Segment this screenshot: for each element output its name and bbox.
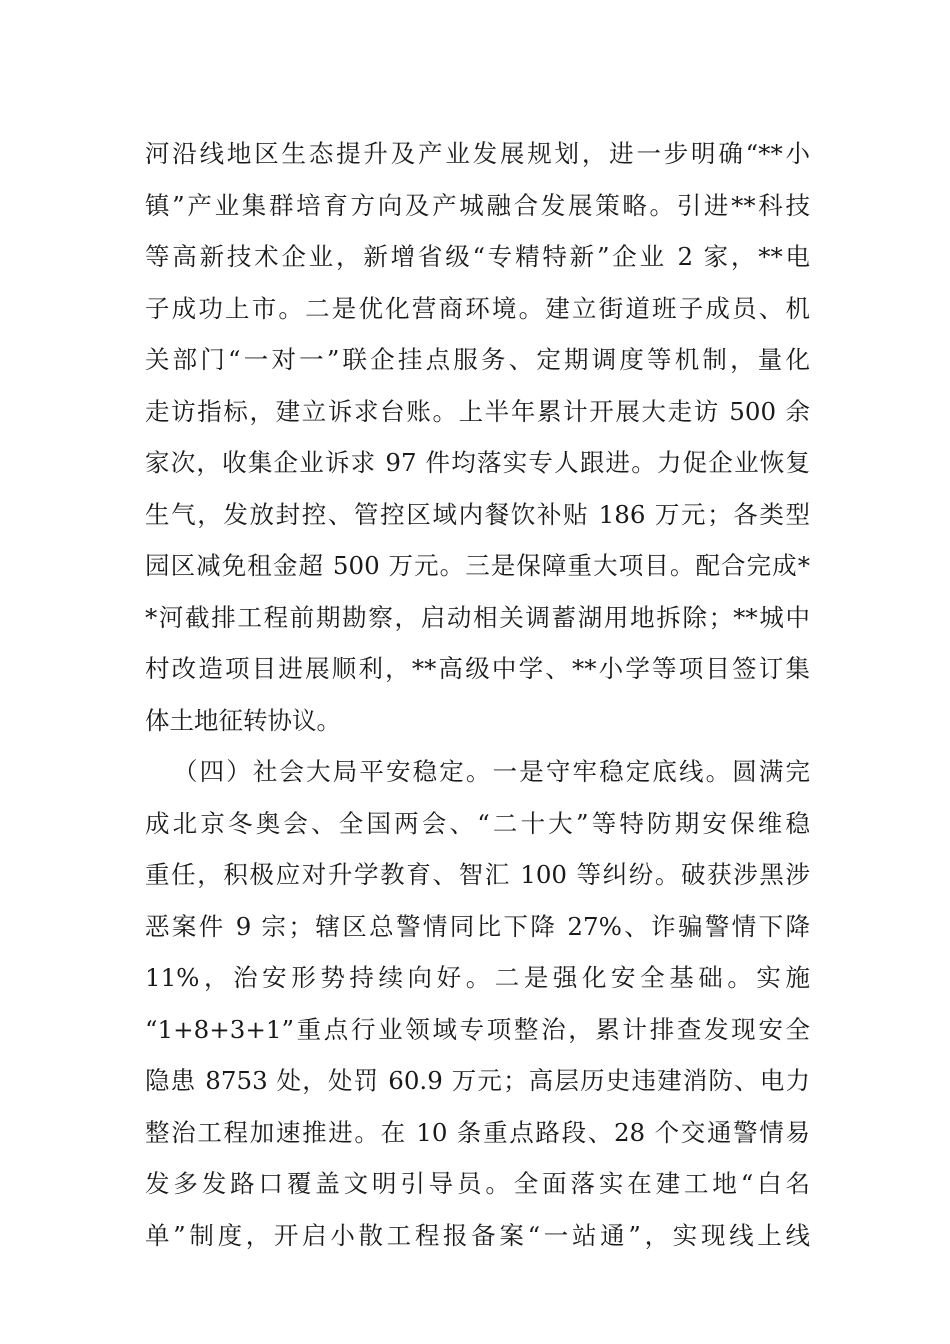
text-line: 隐患 8753 处，处罚 60.9 万元；高层历史违建消防、电力 — [145, 1066, 810, 1095]
text-line: 成北京冬奥会、全国两会、“二十大”等特防期安保维稳 — [145, 808, 810, 838]
text-line: 11%，治安形势持续向好。二是强化安全基础。实施 — [145, 963, 810, 992]
document-body — [145, 128, 810, 1261]
text-line: 村改造项目进展顺利，**高级中学、**小学等项目签订集 — [145, 654, 810, 683]
text-line: 等高新技术企业，新增省级“专精特新”企业 2 家，**电 — [145, 242, 810, 271]
text-line: 重任，积极应对升学教育、智汇 100 等纠纷。破获涉黑涉 — [145, 860, 810, 889]
text-line: 发多发路口覆盖文明引导员。全面落实在建工地“白名 — [145, 1169, 810, 1198]
text-line: 整治工程加速推进。在 10 条重点路段、28 个交通警情易 — [145, 1117, 810, 1147]
text-line: 单”制度，开启小散工程报备案“一站通”，实现线上线 — [145, 1220, 810, 1250]
text-line: 家次，收集企业诉求 97 件均落实专人跟进。力促企业恢复 — [145, 448, 810, 477]
paragraph-economic-development — [145, 128, 810, 746]
text-line: 恶案件 9 宗；辖区总警情同比下降 27%、诈骗警情下降 — [145, 911, 810, 941]
section-heading-line: （四）社会大局平安稳定。一是守牢稳定底线。圆满完 — [173, 757, 810, 786]
text-line: 走访指标，建立诉求台账。上半年累计开展大走访 500 余 — [145, 396, 810, 426]
text-line: “1+8+3+1”重点行业领域专项整治，累计排查发现安全 — [145, 1014, 810, 1044]
text-line: 园区减免租金超 500 万元。三是保障重大项目。配合完成* — [145, 551, 810, 580]
text-line: 生气，发放封控、管控区域内餐饮补贴 186 万元；各类型 — [145, 499, 810, 529]
text-line: 体土地征转协议。 — [145, 705, 341, 735]
text-line: *河截排工程前期勘察，启动相关调蓄湖用地拆除；**城中 — [145, 602, 810, 632]
text-line: 子成功上市。二是优化营商环境。建立街道班子成员、机 — [145, 293, 810, 323]
text-line: 镇”产业集群培育方向及产城融合发展策略。引进**科技 — [145, 190, 810, 220]
text-line: 关部门“一对一”联企挂点服务、定期调度等机制，量化 — [145, 345, 810, 374]
text-line: 河沿线地区生态提升及产业发展规划，进一步明确“**小 — [145, 139, 810, 168]
paragraph-public-safety — [145, 746, 810, 1261]
